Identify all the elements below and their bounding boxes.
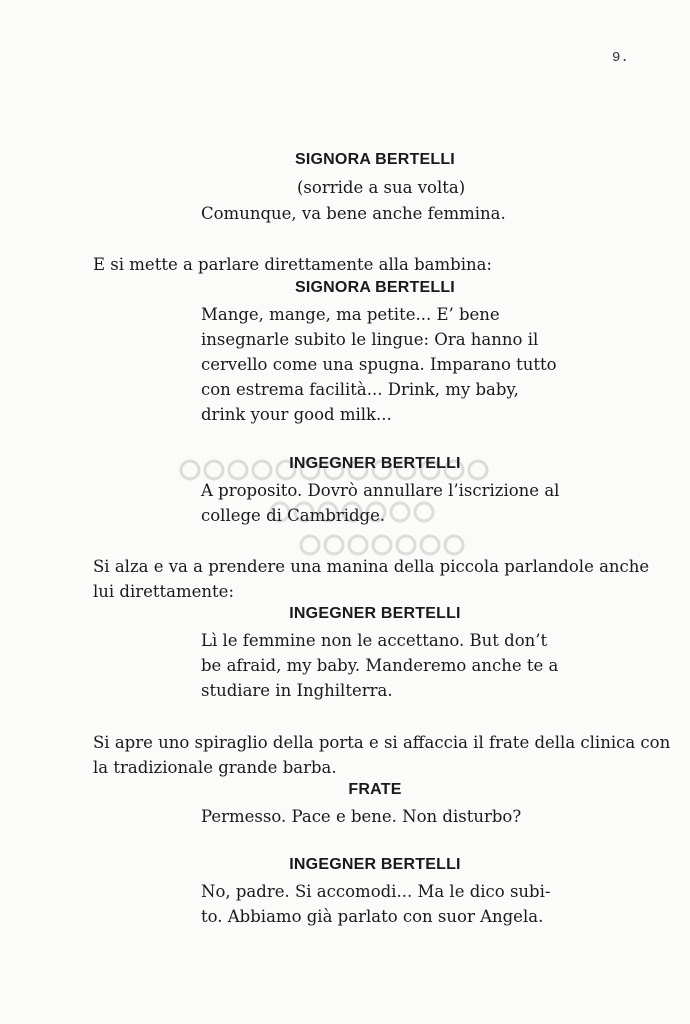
action-line: E si mette a parlare direttamente alla bambina: — [93, 255, 492, 274]
character-name: FRATE — [348, 781, 402, 798]
action-text-line: Si alza e va a prendere una manina della piccola parlandole anche — [93, 557, 650, 576]
dialogue: Permesso. Pace e bene. Non disturbo? — [201, 807, 522, 826]
dialogue-line: Mange, mange, ma petite... E’ bene — [201, 305, 500, 324]
dialogue: Comunque, va bene anche femmina. — [201, 204, 506, 223]
character-name: INGEGNER BERTELLI — [289, 605, 461, 622]
action-text-line: lui direttamente: — [93, 582, 235, 601]
dialogue-line: to. Abbiamo già parlato con suor Angela. — [201, 907, 544, 926]
dialogue-line: cervello come una spugna. Imparano tutto — [201, 355, 557, 374]
dialogue-line: No, padre. Si accomodi... Ma le dico subi- — [201, 882, 551, 901]
action-text-line: la tradizionale grande barba. — [93, 758, 337, 777]
character-name: SIGNORA BERTELLI — [295, 279, 455, 296]
dialogue — [201, 628, 559, 703]
dialogue-line: con estrema facilità... Drink, my baby, — [201, 380, 519, 399]
dialogue-line: be afraid, my baby. Manderemo anche te a — [201, 656, 559, 675]
character-name: INGEGNER BERTELLI — [289, 455, 461, 472]
action-text-line: Si apre uno spiraglio della porta e si affaccia il frate della clinica con — [93, 733, 671, 752]
dialogue-line: studiare in Inghilterra. — [201, 681, 393, 700]
action-line — [93, 554, 651, 604]
dialogue-line: insegnarle subito le lingue: Ora hanno il — [201, 330, 539, 349]
dialogue — [201, 879, 549, 929]
dialogue-line: drink your good milk... — [201, 405, 392, 424]
character-name: INGEGNER BERTELLI — [289, 856, 461, 873]
dialogue-line: Lì le femmine non le accettano. But don’t — [201, 631, 548, 650]
parenthetical: (sorride a sua volta) — [297, 178, 466, 197]
page-number: 9. — [612, 50, 629, 66]
dialogue — [201, 478, 560, 528]
dialogue-line: college di Cambridge. — [201, 506, 386, 525]
character-name: SIGNORA BERTELLI — [295, 151, 455, 168]
dialogue — [201, 302, 557, 427]
dialogue-line: A proposito. Dovrò annullare l’iscrizione al — [201, 481, 560, 500]
action-line — [93, 730, 671, 780]
